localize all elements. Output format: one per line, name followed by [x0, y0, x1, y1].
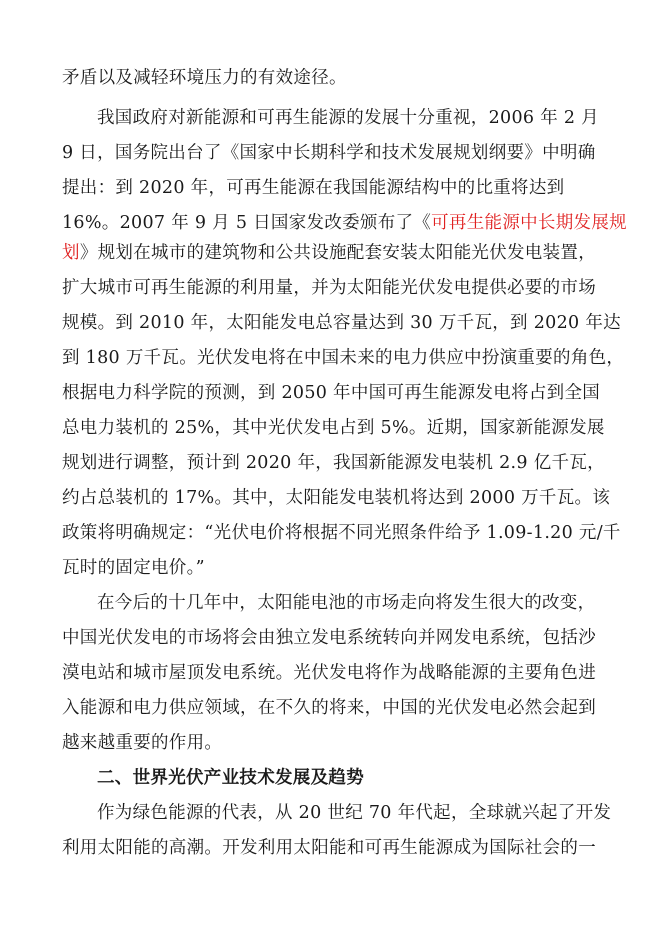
- paragraph-4-line-2: 利用太阳能的高潮。开发利用太阳能和可再生能源成为国际社会的一: [62, 838, 596, 858]
- paragraph-2-line-12: 约占总装机的 17%。其中，太阳能发电装机将达到 2000 万千瓦。该: [62, 488, 611, 508]
- paragraph-2-line-7: 规模。到 2010 年，太阳能发电总容量达到 30 万千瓦，到 2020 年达: [62, 313, 621, 333]
- paragraph-2-line-4: [62, 211, 627, 235]
- paragraph-2-line-8: 到 180 万千瓦。光伏发电将在中国未来的电力供应中扮演重要的角色，: [62, 348, 625, 368]
- paragraph-1-line-1: 矛盾以及减轻环境压力的有效途径。: [62, 68, 347, 88]
- paragraph-2-line-14: 瓦时的固定电价。”: [62, 558, 205, 578]
- section-heading: 二、世界光伏产业技术发展及趋势: [97, 768, 364, 788]
- paragraph-3-line-5: 越来越重要的作用。: [62, 733, 223, 753]
- paragraph-4-line-1: 作为绿色能源的代表，从 20 世纪 70 年代起，全球就兴起了开发: [97, 803, 612, 823]
- paragraph-2-line-2: 9 日，国务院出台了《国家中长期科学和技术发展规划纲要》中明确: [62, 143, 596, 163]
- paragraph-3-line-2: 中国光伏发电的市场将会由独立发电系统转向并网发电系统，包括沙: [62, 628, 596, 648]
- paragraph-3-line-3: 漠电站和城市屋顶发电系统。光伏发电将作为战略能源的主要角色进: [62, 663, 596, 683]
- paragraph-2-line-5-text: 》规划在城市的建筑物和公共设施配套安装太阳能光伏发电装置，: [79, 243, 597, 263]
- paragraph-2-line-13: 政策将明确规定：“光伏电价将根据不同光照条件给予 1.09-1.20 元/千: [62, 523, 621, 543]
- plan-title-link-part-2[interactable]: 划: [62, 243, 80, 263]
- paragraph-2-line-9: 根据电力科学院的预测，到 2050 年中国可再生能源发电将占到全国: [62, 383, 601, 403]
- paragraph-3-line-4: 入能源和电力供应领域，在不久的将来，中国的光伏发电必然会起到: [62, 698, 596, 718]
- paragraph-2-line-3: 提出：到 2020 年，可再生能源在我国能源结构中的比重将达到: [62, 178, 565, 198]
- paragraph-3-line-1: 在今后的十几年中，太阳能电池的市场走向将发生很大的改变，: [97, 593, 596, 613]
- paragraph-2-line-4-text: 16%。2007 年 9 月 5 日国家发改委颁布了《: [62, 213, 432, 233]
- paragraph-2-line-10: 总电力装机的 25%，其中光伏发电占到 5%。近期，国家新能源发展: [62, 418, 605, 438]
- paragraph-2-line-6: 扩大城市可再生能源的利用量，并为太阳能光伏发电提供必要的市场: [62, 278, 596, 298]
- paragraph-2-line-1: 我国政府对新能源和可再生能源的发展十分重视，2006 年 2 月: [97, 108, 599, 128]
- paragraph-2-line-5: [62, 241, 596, 265]
- plan-title-link-part-1[interactable]: 可再生能源中长期发展规: [431, 213, 627, 233]
- paragraph-2-line-11: 规划进行调整，预计到 2020 年，我国新能源发电装机 2.9 亿千瓦，: [62, 453, 605, 473]
